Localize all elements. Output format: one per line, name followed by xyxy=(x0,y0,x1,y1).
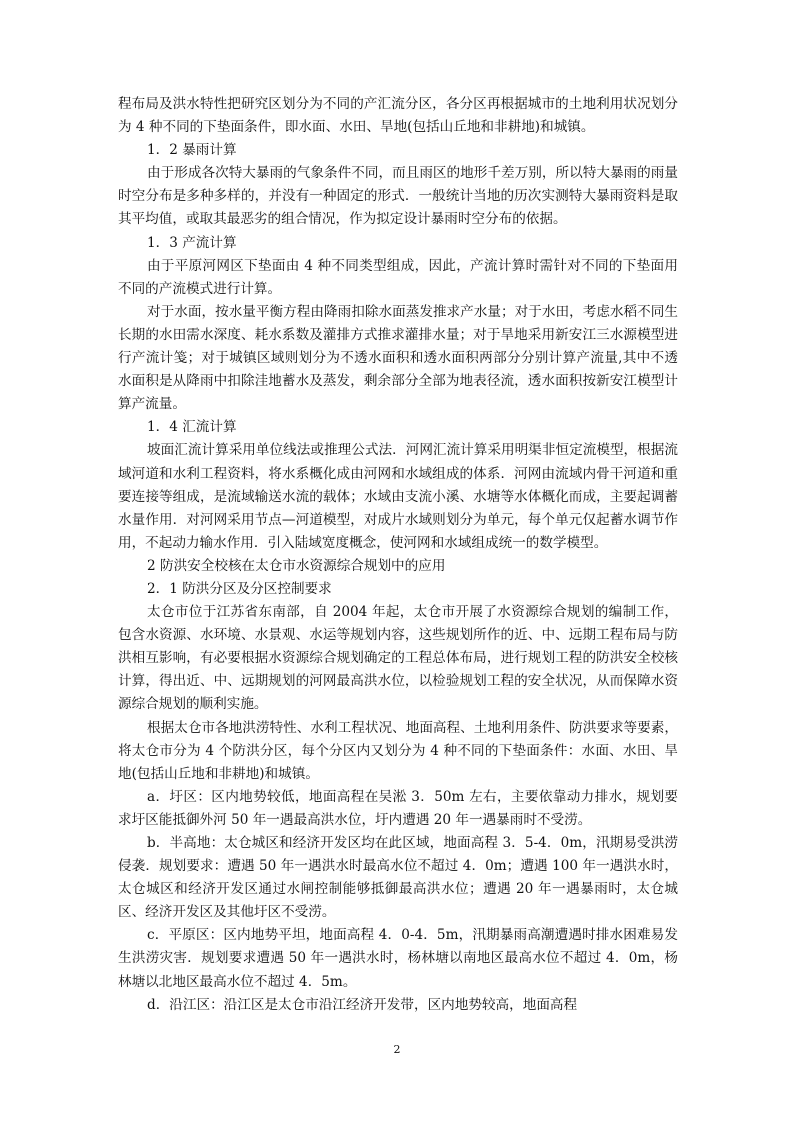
section-heading: 2．1 防洪分区及分区控制要求 xyxy=(147,580,332,597)
paragraph: 程布局及洪水特性把研究区划分为不同的产汇流分区，各分区再根据城市的土地利用状况划分为 4 种不同的下垫面条件，即水面、水田、旱地(包括山丘地和非耕地)和城镇。 xyxy=(118,96,678,136)
section-heading: 2 防洪安全校核在太仓市水资源综合规划中的应用 xyxy=(147,557,446,574)
paragraph: b．半高地：太仓城区和经济开发区均在此区域，地面高程 3．5-4．0m，汛期易受洪涝侵袭．规划要求：遭遇 50 年一遇洪水时最高水位不超过 4．0m；遭遇 100 年一遇洪水时，太仓城区和经济开发区通过水闸控制能够抵御最高洪水位；遭遇 20 年一遇暴雨时，太仓城区、经济开发区及其他圩区不受涝。 xyxy=(118,835,678,921)
document-body xyxy=(118,93,678,1017)
section-heading: 1．4 汇流计算 xyxy=(147,419,237,436)
paragraph: 根据太仓市各地洪涝特性、水利工程状况、地面高程、土地利用条件、防洪要求等要素，将太仓市分为 4 个防洪分区，每个分区内又划分为 4 种不同的下垫面条件：水面、水田、旱地(包括山丘地和非耕地)和城镇。 xyxy=(118,719,678,782)
page-number: 2 xyxy=(393,1043,401,1056)
paragraph: 坡面汇流计算采用单位线法或推理公式法．河网汇流计算采用明渠非恒定流模型，根据流域河道和水利工程资料，将水系概化成由河网和水域组成的体系．河网由流域内骨干河道和重要连接等组成，是流域输送水流的载体；水域由支流小溪、水塘等水体概化而成，主要起调蓄水量作用．对河网采用节点—河道模型，对成片水域则划分为单元，每个单元仅起蓄水调节作用，不起动力输水作用．引入陆域宽度概念，使河网和水域组成统一的数学模型。 xyxy=(118,442,678,551)
paragraph: 对于水面，按水量平衡方程由降雨扣除水面蒸发推求产水量；对于水田，考虑水稻不同生长期的水田需水深度、耗水系数及灌排方式推求灌排水量；对于旱地采用新安江三水源模型进行产流计笺；对于城镇区域则划分为不透水面积和透水面积两部分分别计算产流量,其中不透水面积是从降雨中扣除洼地蓄水及蒸发，剩余部分全部为地表径流，透水面积按新安江模型计算产流量。 xyxy=(118,303,678,413)
paragraph: 由于形成各次特大暴雨的气象条件不同，而且雨区的地形千差万别，所以特大暴雨的雨量时空分布是多种多样的，并没有一种固定的形式．一般统计当地的历次实测特大暴雨资料是取其平均值，或取其最恶劣的组合情况，作为拟定设计暴雨时空分布的依据。 xyxy=(118,165,678,228)
section-heading: 1．2 暴雨计算 xyxy=(147,142,237,159)
paragraph: d．沿江区：沿江区是太仓市沿江经济开发带，区内地势较高，地面高程 xyxy=(147,996,578,1013)
section-heading: 1．3 产流计算 xyxy=(147,234,237,251)
paragraph: c．平原区：区内地势平坦，地面高程 4．0-4．5m，汛期暴雨高潮遭遇时排水困难易发生洪涝灾害．规划要求遭遇 50 年一遇洪水时，杨林塘以南地区最高水位不超过 4．0m，杨林塘以北地区最高水位不超过 4．5m。 xyxy=(118,927,678,990)
paragraph: 太仓市位于江苏省东南部，自 2004 年起，太仓市开展了水资源综合规划的编制工作，包含水资源、水环境、水景观、水运等规划内容，这些规划所作的近、中、远期工程布局与防洪相互影响，有必要根据水资源综合规划确定的工程总体布局，进行规划工程的防洪安全校核计算，得出近、中、远期规划的河网最高洪水位，以检验规划工程的安全状况，从而保障水资源综合规划的顺利实施。 xyxy=(118,604,678,713)
paragraph: a．圩区：区内地势较低，地面高程在吴淞 3．50m 左右，主要依靠动力排水，规划要求圩区能抵御外河 50 年一遇最高洪水位，圩内遭遇 20 年一遇暴雨时不受涝。 xyxy=(118,788,678,828)
paragraph: 由于平原河网区下垫面由 4 种不同类型组成，因此，产流计算时需针对不同的下垫面用不同的产流模式进行计算。 xyxy=(118,257,678,297)
